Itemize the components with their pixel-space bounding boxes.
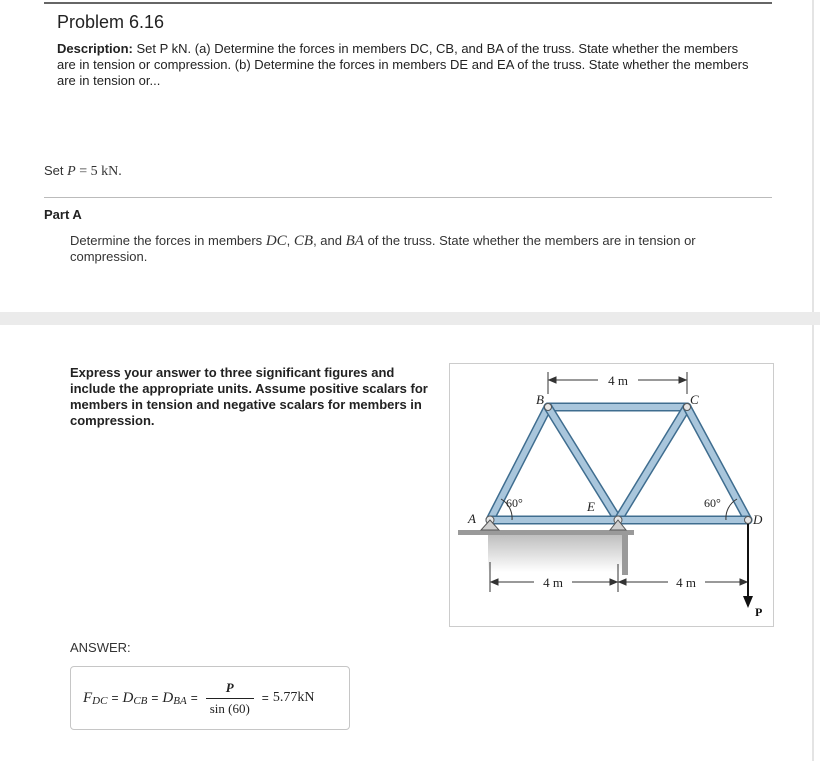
answer-box	[70, 666, 350, 730]
fraction-numerator: P	[225, 679, 234, 695]
set-p-prefix: Set	[44, 163, 64, 178]
label-a: A	[468, 511, 476, 526]
set-p-value: 5 kN.	[90, 164, 122, 179]
label-e: E	[587, 499, 595, 514]
equals-2: =	[151, 691, 159, 705]
description-text: Set P kN. (a) Determine the forces in members DC, CB, and BA of the truss. State whether the members are in tension or compression. (b) Determine the forces in members DE and EA of the truss. State whether the members are in tension or...	[57, 41, 749, 88]
ground-support	[458, 530, 634, 575]
equals-1: =	[111, 691, 119, 705]
panel-edge	[812, 0, 814, 312]
member-ba: BA	[345, 233, 364, 249]
sub-ba: BA	[173, 695, 187, 707]
part-desc-end: of the truss. State whether the members are in tension or compression.	[70, 233, 696, 264]
var-d1: D	[122, 689, 134, 706]
label-b: B	[536, 392, 544, 407]
load-arrow-p	[743, 524, 753, 608]
answer-instructions: Express your answer to three significant figures and include the appropriate units. Assume positive scalars for members in tension and negative scalars for members in compression.	[70, 365, 428, 428]
part-desc-start: Determine the forces in members	[70, 233, 263, 248]
angle-left-label: 60°	[506, 496, 523, 510]
answer-equation	[83, 667, 314, 729]
part-sep1: ,	[286, 233, 291, 248]
part-divider	[44, 197, 772, 198]
truss-diagram	[450, 364, 773, 626]
var-d2: D	[162, 689, 174, 706]
var-f: F	[83, 689, 93, 706]
set-p-equals: =	[79, 164, 88, 179]
angle-right-label: 60°	[704, 496, 721, 510]
dim-bottom-left-label: 4 m	[543, 575, 563, 590]
answer-label: ANSWER:	[70, 640, 131, 655]
problem-description	[57, 41, 757, 89]
dim-bottom-right-label: 4 m	[676, 575, 696, 590]
fraction-denominator: sin (60)	[206, 698, 254, 717]
description-label: Description:	[57, 41, 133, 56]
set-p-variable: P	[67, 164, 76, 179]
part-description	[70, 233, 750, 265]
joint-d	[745, 517, 752, 524]
panel-edge-lower	[812, 325, 814, 761]
set-p-statement	[44, 163, 122, 180]
label-d: D	[753, 512, 763, 527]
equals-3: =	[190, 691, 198, 705]
equals-4: =	[261, 691, 269, 705]
top-divider	[44, 2, 772, 4]
part-sep2: , and	[313, 233, 342, 248]
member-cb: CB	[293, 233, 314, 249]
sub-dc: DC	[92, 695, 108, 707]
part-title: Part A	[44, 207, 82, 222]
problem-title: Problem 6.16	[57, 12, 165, 32]
section-separator	[0, 312, 820, 325]
load-label-p: P	[755, 605, 763, 619]
label-c: C	[690, 392, 699, 407]
truss-figure	[449, 363, 774, 627]
answer-value: 5.77kN	[272, 690, 315, 705]
member-dc: DC	[265, 233, 287, 249]
fraction	[206, 680, 254, 717]
sub-cb: CB	[133, 695, 148, 707]
dim-top-label: 4 m	[608, 373, 628, 388]
joint-b	[545, 404, 552, 411]
